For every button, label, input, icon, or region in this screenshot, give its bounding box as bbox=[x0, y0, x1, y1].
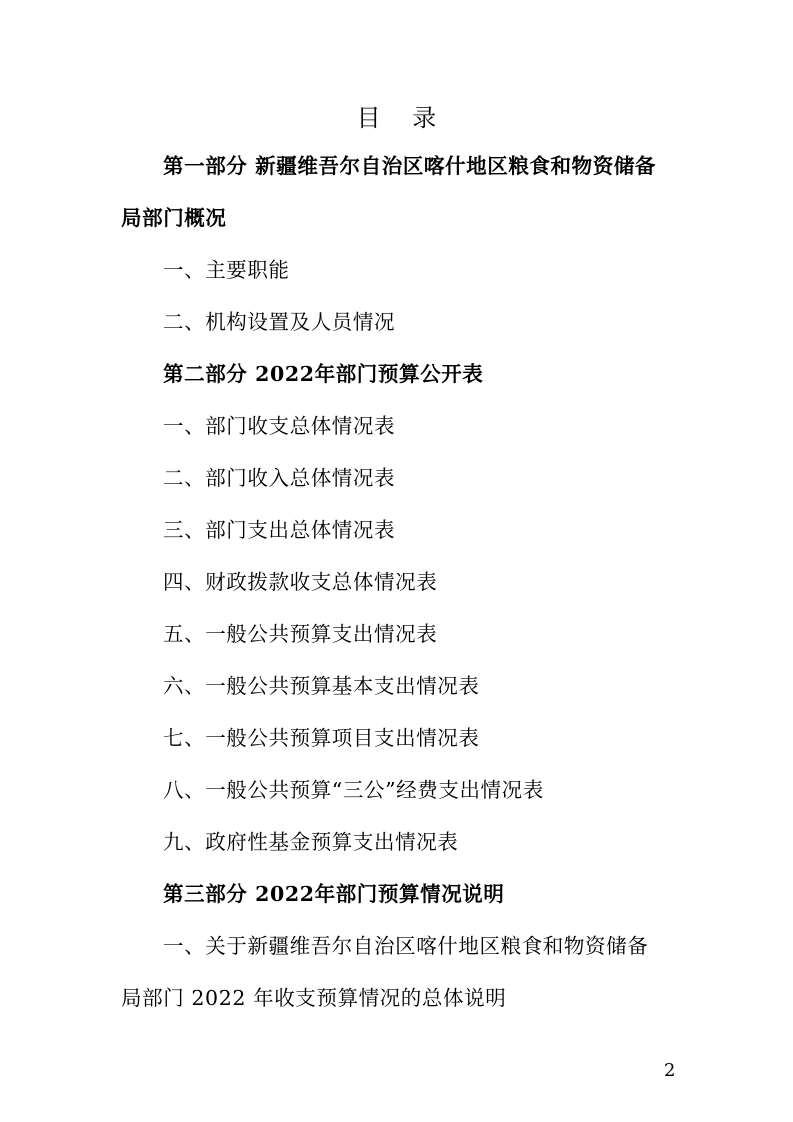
toc-item: 五、一般公共预算支出情况表 bbox=[163, 622, 438, 646]
part2-heading: 第二部分 2022年部门预算公开表 bbox=[163, 362, 484, 386]
toc-item-line2: 局部门 2022 年收支预算情况的总体说明 bbox=[121, 986, 507, 1010]
part3-heading: 第三部分 2022年部门预算情况说明 bbox=[163, 882, 505, 906]
toc-item: 一、部门收支总体情况表 bbox=[163, 414, 396, 438]
part1-heading-line2: 局部门概况 bbox=[121, 206, 227, 230]
toc-item: 二、机构设置及人员情况 bbox=[163, 310, 396, 334]
part1-heading-line1: 第一部分 新疆维吾尔自治区喀什地区粮食和物资储备 bbox=[163, 154, 657, 178]
toc-title: 目 录 bbox=[356, 104, 449, 132]
toc-item: 七、一般公共预算项目支出情况表 bbox=[163, 726, 480, 750]
toc-item-line1: 一、关于新疆维吾尔自治区喀什地区粮食和物资储备 bbox=[163, 934, 649, 958]
page-number: 2 bbox=[664, 1060, 676, 1081]
toc-item: 六、一般公共预算基本支出情况表 bbox=[163, 674, 480, 698]
toc-item: 四、财政拨款收支总体情况表 bbox=[163, 570, 438, 594]
toc-item: 一、主要职能 bbox=[163, 258, 290, 282]
toc-item: 三、部门支出总体情况表 bbox=[163, 518, 396, 542]
toc-item: 八、一般公共预算“三公”经费支出情况表 bbox=[163, 778, 544, 802]
toc-item: 二、部门收入总体情况表 bbox=[163, 466, 396, 490]
toc-item: 九、政府性基金预算支出情况表 bbox=[163, 830, 459, 854]
